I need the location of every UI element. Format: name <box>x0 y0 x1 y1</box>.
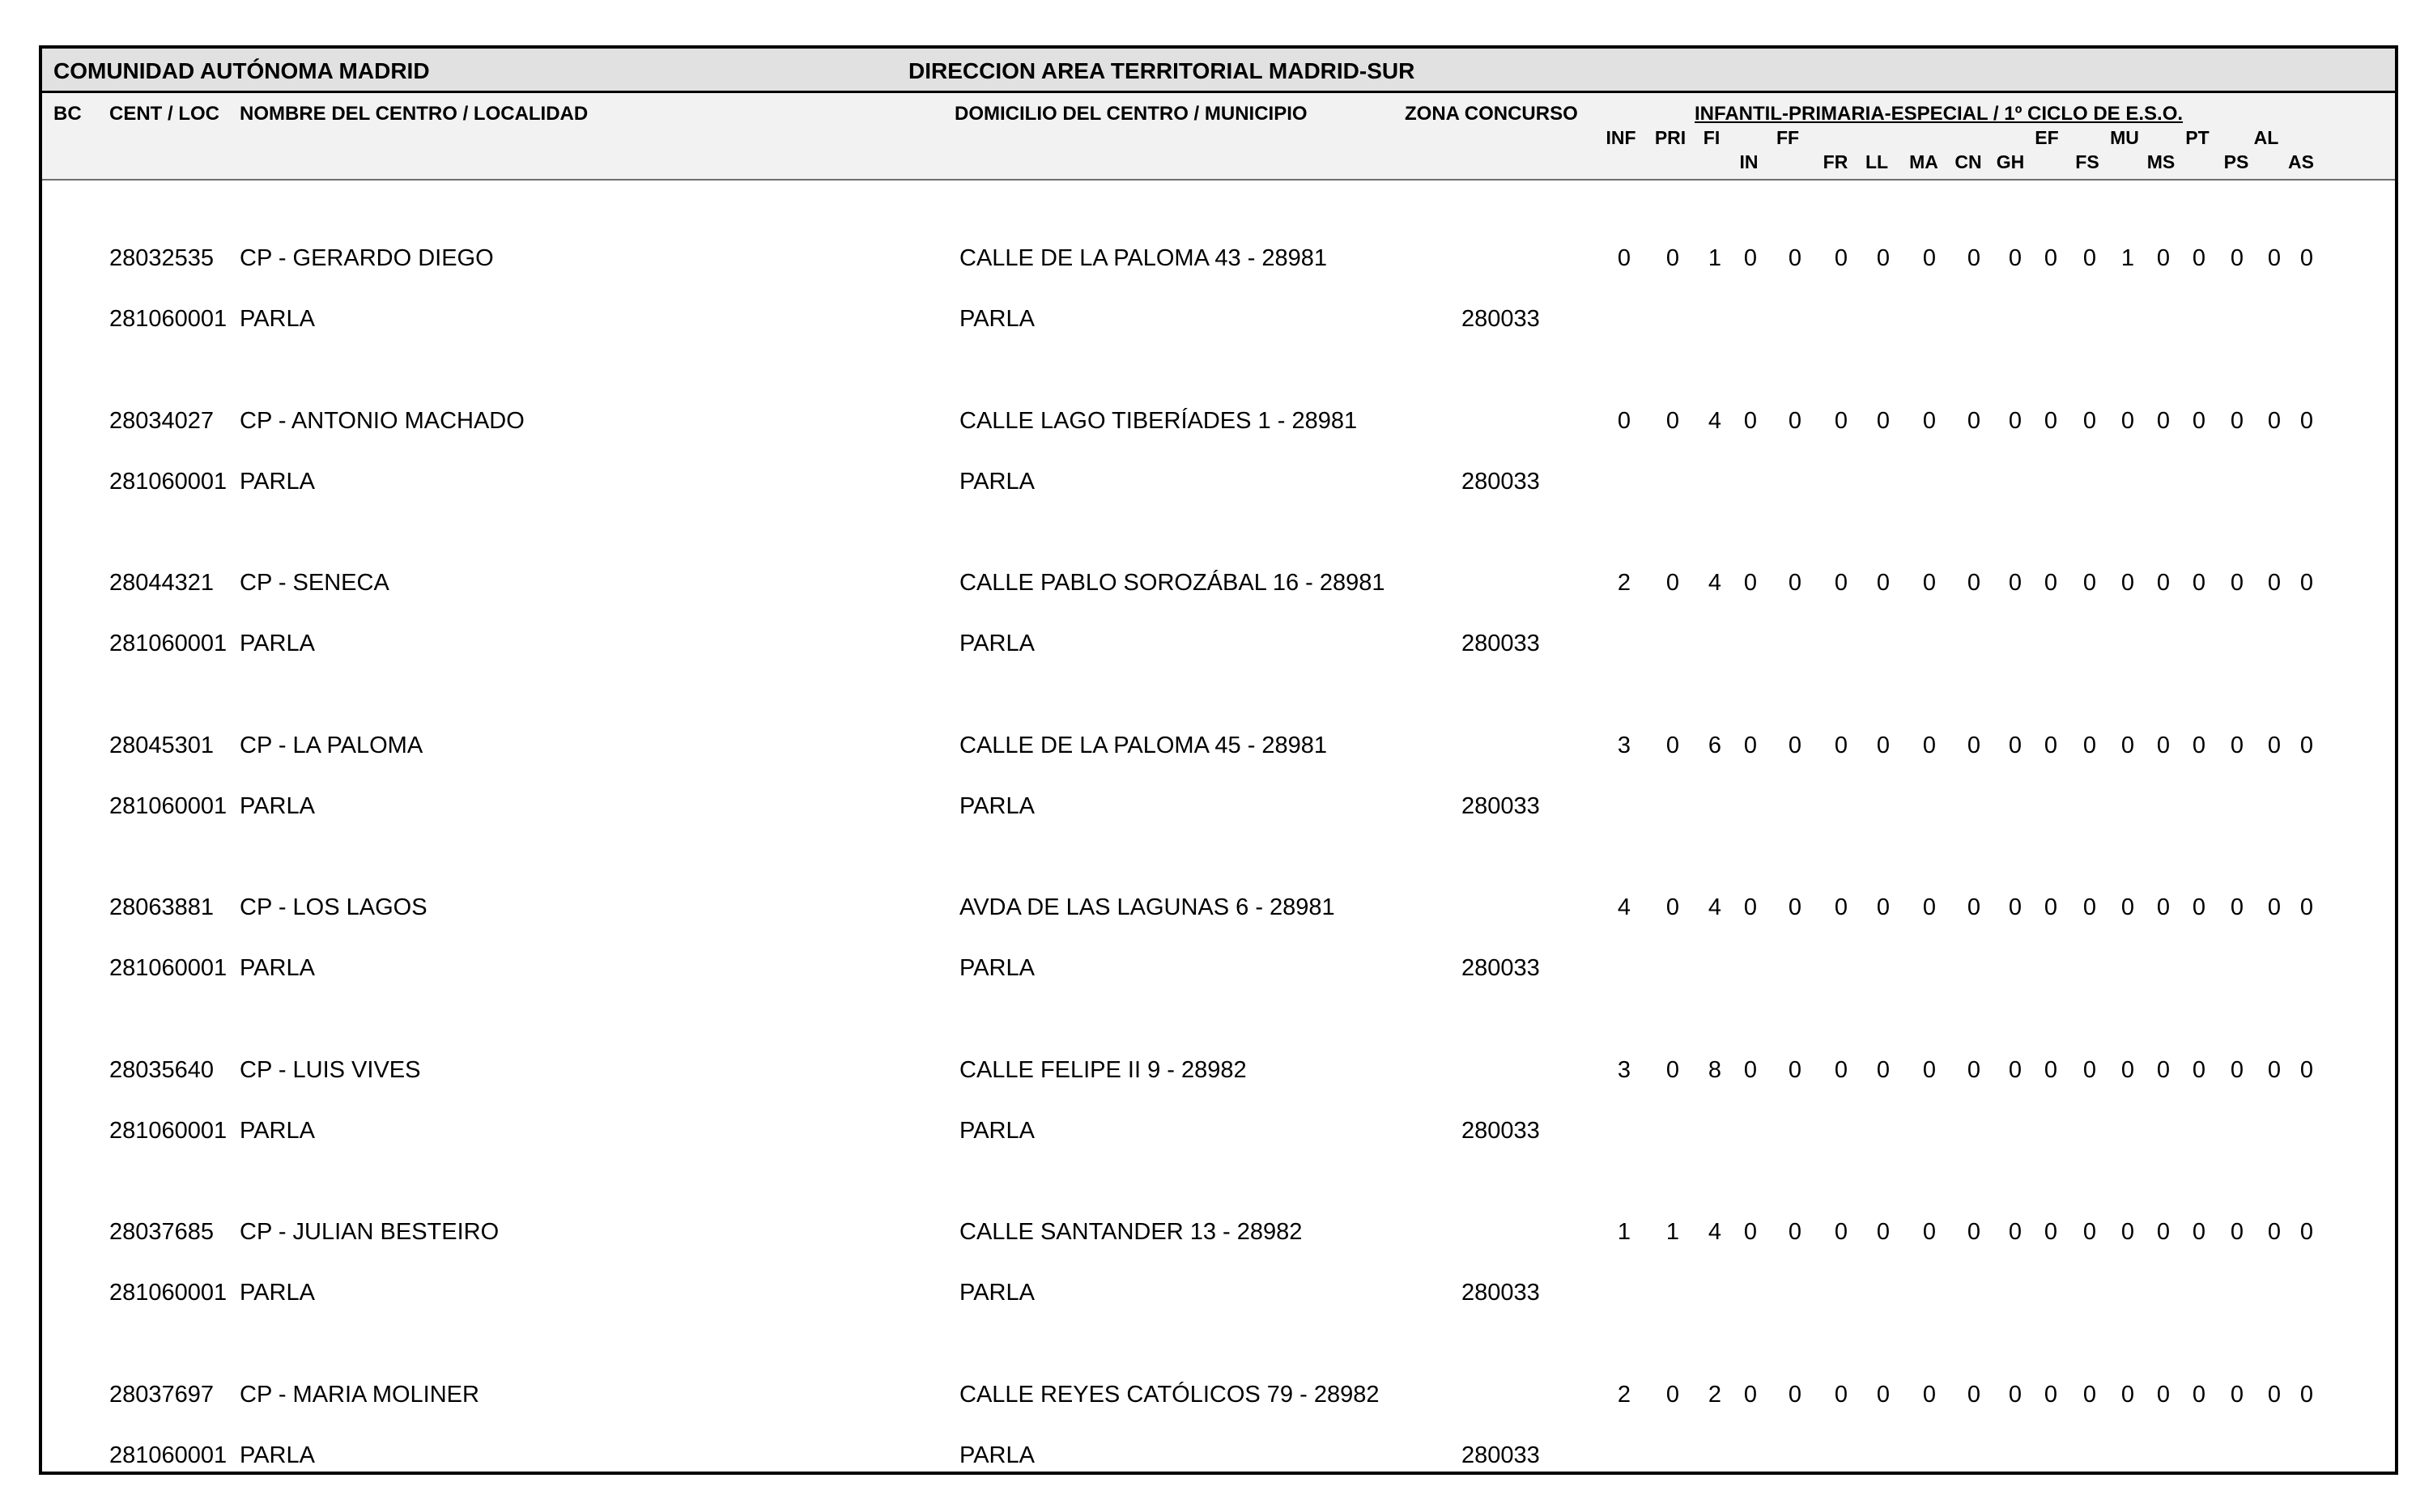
locality-code: 281060001 <box>109 1280 228 1306</box>
vacancy-count: 8 <box>1708 1056 1722 1083</box>
vacancy-count: 0 <box>2044 1381 2058 1408</box>
vacancy-count: 0 <box>1834 570 1848 596</box>
centre-code: 28037697 <box>109 1381 215 1408</box>
locality-name: PARLA <box>240 1442 315 1468</box>
column-bc: BC <box>53 103 82 125</box>
column-zona: ZONA CONCURSO <box>1405 103 1578 125</box>
vacancy-count: 0 <box>2156 407 2171 434</box>
vacancy-count: 0 <box>1876 1381 1891 1408</box>
vacancy-count: 2 <box>1708 1381 1722 1408</box>
locality-code: 281060001 <box>109 1442 228 1468</box>
specialty-ef: EF <box>2035 127 2059 148</box>
specialty-fs: FS <box>2075 151 2099 172</box>
vacancy-count: 0 <box>2120 894 2135 920</box>
vacancy-count: 0 <box>1967 1056 1981 1083</box>
vacancy-count: 0 <box>1665 245 1680 271</box>
centre-address: CALLE DE LA PALOMA 43 - 28981 <box>959 245 1328 271</box>
vacancy-count: 0 <box>2082 407 2097 434</box>
vacancy-count: 0 <box>1665 894 1680 920</box>
centre-code: 28035640 <box>109 1056 215 1083</box>
specialty-fr: FR <box>1823 151 1848 172</box>
vacancy-count: 0 <box>1922 245 1937 271</box>
vacancy-count: 0 <box>1788 407 1802 434</box>
report-frame <box>39 45 2398 1475</box>
zone-code: 280033 <box>1461 792 1540 819</box>
vacancy-count: 0 <box>1665 1381 1680 1408</box>
table-row <box>42 1154 2395 1316</box>
locality-name: PARLA <box>240 1117 315 1144</box>
vacancy-count: 0 <box>1834 1056 1848 1083</box>
specialty-pt: PT <box>2185 127 2210 148</box>
table-row <box>42 668 2395 830</box>
vacancy-count: 0 <box>2120 1056 2135 1083</box>
municipality-name: PARLA <box>959 631 1035 656</box>
vacancy-count: 0 <box>2192 407 2206 434</box>
vacancy-count: 0 <box>2008 1381 2023 1408</box>
community-title: COMUNIDAD AUTÓNOMA MADRID <box>53 58 430 83</box>
table-row <box>42 505 2395 667</box>
column-domicilio: DOMICILIO DEL CENTRO / MUNICIPIO <box>955 103 1308 125</box>
locality-code: 281060001 <box>109 468 228 495</box>
vacancy-count: 0 <box>2299 1381 2314 1408</box>
vacancy-count: 0 <box>2044 245 2058 271</box>
vacancy-count: 0 <box>1922 1381 1937 1408</box>
vacancy-count: 0 <box>1834 1219 1848 1245</box>
vacancy-count: 0 <box>1876 245 1891 271</box>
zone-code: 280033 <box>1461 306 1540 332</box>
vacancy-count: 0 <box>1922 1219 1937 1245</box>
specialty-ps: PS <box>2223 151 2249 172</box>
vacancy-count: 0 <box>1617 245 1631 271</box>
vacancy-count: 0 <box>1967 407 1981 434</box>
locality-name: PARLA <box>240 792 315 819</box>
vacancy-count: 0 <box>2044 407 2058 434</box>
specialty-as: AS <box>2288 151 2314 172</box>
municipality-name: PARLA <box>959 306 1035 332</box>
centre-name: CP - LA PALOMA <box>240 732 423 758</box>
locality-name: PARLA <box>240 955 315 981</box>
specialty-cn: CN <box>1954 151 1982 172</box>
column-cent-loc: CENT / LOC <box>109 103 219 125</box>
table-row <box>42 992 2395 1154</box>
vacancy-count: 0 <box>2192 570 2206 596</box>
vacancy-count: 0 <box>2230 1219 2244 1245</box>
vacancy-count: 0 <box>1788 570 1802 596</box>
municipality-name: PARLA <box>959 792 1035 819</box>
vacancy-count: 0 <box>2299 732 2314 758</box>
vacancy-count: 0 <box>1834 894 1848 920</box>
specialty-ll: LL <box>1865 151 1889 172</box>
vacancy-count: 4 <box>1708 894 1722 920</box>
column-header-row <box>42 93 2395 181</box>
vacancy-count: 0 <box>2008 245 2023 271</box>
vacancy-count: 0 <box>2156 732 2171 758</box>
vacancy-count: 1 <box>1708 245 1722 271</box>
report-title-bar <box>42 49 2395 93</box>
zone-code: 280033 <box>1461 1442 1540 1468</box>
specialty-in: IN <box>1739 151 1759 172</box>
vacancy-count: 0 <box>2008 732 2023 758</box>
specialty-fi: FI <box>1703 127 1721 148</box>
vacancy-count: 1 <box>1665 1219 1680 1245</box>
zone-code: 280033 <box>1461 1280 1540 1306</box>
vacancy-count: 0 <box>2267 570 2282 596</box>
vacancy-count: 0 <box>2299 570 2314 596</box>
vacancy-count: 0 <box>2120 570 2135 596</box>
vacancy-count: 0 <box>2082 894 2097 920</box>
vacancy-count: 0 <box>2156 1381 2171 1408</box>
centre-name: CP - LOS LAGOS <box>240 894 427 920</box>
vacancy-count: 0 <box>2156 570 2171 596</box>
municipality-name: PARLA <box>959 1117 1035 1144</box>
centre-code: 28063881 <box>109 894 215 920</box>
vacancy-count: 0 <box>1922 1056 1937 1083</box>
vacancy-count: 0 <box>2230 570 2244 596</box>
vacancy-count: 0 <box>1788 732 1802 758</box>
zone-code: 280033 <box>1461 1117 1540 1144</box>
specialty-ff: FF <box>1776 127 1800 148</box>
vacancy-count: 0 <box>1788 1056 1802 1083</box>
vacancy-count: 0 <box>1876 1056 1891 1083</box>
vacancy-count: 0 <box>1834 1381 1848 1408</box>
vacancy-count: 0 <box>2230 407 2244 434</box>
vacancy-count: 0 <box>2299 245 2314 271</box>
specialty-ms: MS <box>2146 151 2176 172</box>
vacancy-count: 0 <box>1665 1056 1680 1083</box>
vacancy-count: 0 <box>2156 1056 2171 1083</box>
vacancy-count: 2 <box>1617 1381 1631 1408</box>
vacancy-count: 0 <box>1967 570 1981 596</box>
vacancy-count: 0 <box>1876 570 1891 596</box>
centre-name: CP - ANTONIO MACHADO <box>240 407 525 434</box>
centre-name: CP - JULIAN BESTEIRO <box>240 1219 500 1245</box>
vacancy-count: 0 <box>2156 894 2171 920</box>
vacancy-count: 0 <box>2044 570 2058 596</box>
vacancy-count: 3 <box>1617 732 1631 758</box>
vacancy-count: 0 <box>1788 894 1802 920</box>
locality-code: 281060001 <box>109 631 228 656</box>
vacancy-count: 0 <box>1876 732 1891 758</box>
vacancy-count: 0 <box>2008 1056 2023 1083</box>
vacancy-count: 0 <box>2299 1219 2314 1245</box>
vacancy-count: 0 <box>2008 894 2023 920</box>
vacancy-count: 0 <box>1743 407 1758 434</box>
table-row <box>42 181 2395 342</box>
vacancy-count: 0 <box>2008 570 2023 596</box>
direction-title: DIRECCION AREA TERRITORIAL MADRID-SUR <box>908 58 1415 83</box>
locality-code: 281060001 <box>109 792 228 819</box>
vacancy-count: 3 <box>1617 1056 1631 1083</box>
vacancy-count: 1 <box>2120 245 2135 271</box>
vacancy-count: 0 <box>2120 1219 2135 1245</box>
vacancy-count: 0 <box>1922 732 1937 758</box>
vacancy-count: 0 <box>1665 407 1680 434</box>
table-row <box>42 830 2395 992</box>
vacancy-count: 0 <box>2008 407 2023 434</box>
vacancy-count: 0 <box>1788 1381 1802 1408</box>
vacancy-count: 0 <box>2082 245 2097 271</box>
vacancy-count: 0 <box>2267 245 2282 271</box>
centre-name: CP - SENECA <box>240 570 389 596</box>
vacancy-count: 0 <box>2082 1381 2097 1408</box>
vacancy-count: 0 <box>2120 732 2135 758</box>
vacancy-count: 0 <box>1967 894 1981 920</box>
vacancy-count: 0 <box>2192 1056 2206 1083</box>
column-group-title: INFANTIL-PRIMARIA-ESPECIAL / 1º CICLO DE E.S.O. <box>1695 103 2184 125</box>
vacancy-count: 4 <box>1708 1219 1722 1245</box>
vacancy-count: 0 <box>2044 1219 2058 1245</box>
centre-code: 28037685 <box>109 1219 215 1245</box>
vacancy-count: 0 <box>2044 732 2058 758</box>
vacancy-count: 0 <box>2082 732 2097 758</box>
table-row <box>42 1317 2395 1479</box>
vacancy-count: 0 <box>2230 732 2244 758</box>
vacancy-count: 0 <box>2192 1381 2206 1408</box>
centre-name: CP - MARIA MOLINER <box>240 1381 479 1408</box>
vacancy-count: 0 <box>2230 245 2244 271</box>
centre-address: CALLE LAGO TIBERÍADES 1 - 28981 <box>959 407 1358 434</box>
table-row <box>42 343 2395 505</box>
locality-name: PARLA <box>240 468 315 495</box>
vacancy-count: 0 <box>1967 1219 1981 1245</box>
locality-code: 281060001 <box>109 955 228 981</box>
vacancy-count: 0 <box>1617 407 1631 434</box>
centre-address: CALLE DE LA PALOMA 45 - 28981 <box>959 732 1328 758</box>
municipality-name: PARLA <box>959 955 1035 981</box>
zone-code: 280033 <box>1461 631 1540 656</box>
municipality-name: PARLA <box>959 468 1035 495</box>
locality-code: 281060001 <box>109 306 228 332</box>
vacancy-count: 0 <box>1743 1381 1758 1408</box>
centre-code: 28045301 <box>109 732 215 758</box>
vacancy-count: 0 <box>2267 407 2282 434</box>
vacancy-count: 0 <box>2267 1381 2282 1408</box>
vacancy-count: 0 <box>1834 732 1848 758</box>
vacancy-count: 0 <box>2044 894 2058 920</box>
vacancy-count: 0 <box>2044 1056 2058 1083</box>
vacancy-count: 0 <box>2082 1056 2097 1083</box>
vacancy-count: 0 <box>1665 570 1680 596</box>
vacancy-count: 0 <box>1665 732 1680 758</box>
vacancy-count: 0 <box>2082 570 2097 596</box>
municipality-name: PARLA <box>959 1280 1035 1306</box>
vacancy-count: 0 <box>2192 245 2206 271</box>
vacancy-count: 1 <box>1617 1219 1631 1245</box>
vacancy-count: 0 <box>1743 570 1758 596</box>
locality-name: PARLA <box>240 1280 315 1306</box>
vacancy-count: 0 <box>1876 894 1891 920</box>
centre-name: CP - LUIS VIVES <box>240 1056 421 1083</box>
vacancy-count: 0 <box>1967 1381 1981 1408</box>
vacancy-count: 0 <box>2230 1056 2244 1083</box>
vacancy-count: 0 <box>1788 1219 1802 1245</box>
vacancy-count: 0 <box>2299 894 2314 920</box>
vacancy-count: 0 <box>2120 407 2135 434</box>
centre-code: 28034027 <box>109 407 215 434</box>
vacancy-count: 0 <box>1922 570 1937 596</box>
specialty-inf: INF <box>1606 127 1636 148</box>
centre-address: CALLE SANTANDER 13 - 28982 <box>959 1219 1303 1245</box>
vacancy-count: 0 <box>2192 732 2206 758</box>
vacancy-count: 0 <box>1743 894 1758 920</box>
vacancy-count: 0 <box>1743 732 1758 758</box>
vacancy-count: 4 <box>1708 570 1722 596</box>
vacancy-count: 0 <box>2192 1219 2206 1245</box>
specialty-pri: PRI <box>1654 127 1687 148</box>
vacancy-count: 0 <box>1788 245 1802 271</box>
vacancy-count: 0 <box>1876 1219 1891 1245</box>
locality-name: PARLA <box>240 631 315 656</box>
centre-address: CALLE REYES CATÓLICOS 79 - 28982 <box>959 1381 1380 1408</box>
vacancy-count: 0 <box>2267 732 2282 758</box>
vacancy-count: 0 <box>2299 407 2314 434</box>
specialty-gh: GH <box>1996 151 2025 172</box>
vacancy-count: 0 <box>1876 407 1891 434</box>
zone-code: 280033 <box>1461 468 1540 495</box>
vacancy-count: 0 <box>2008 1219 2023 1245</box>
vacancy-count: 0 <box>1922 894 1937 920</box>
vacancy-count: 0 <box>2120 1381 2135 1408</box>
vacancy-count: 0 <box>1967 732 1981 758</box>
centre-address: CALLE FELIPE II 9 - 28982 <box>959 1056 1247 1083</box>
vacancy-count: 0 <box>1743 245 1758 271</box>
specialty-ma: MA <box>1909 151 1938 172</box>
specialty-al: AL <box>2253 127 2279 148</box>
centre-address: CALLE PABLO SOROZÁBAL 16 - 28981 <box>959 570 1385 596</box>
vacancy-count: 0 <box>1834 245 1848 271</box>
vacancy-count: 0 <box>2267 894 2282 920</box>
vacancy-count: 2 <box>1617 570 1631 596</box>
vacancy-count: 0 <box>2156 245 2171 271</box>
vacancy-count: 0 <box>2299 1056 2314 1083</box>
vacancy-count: 0 <box>1967 245 1981 271</box>
locality-name: PARLA <box>240 306 315 332</box>
specialty-mu: MU <box>2110 127 2139 148</box>
vacancy-count: 0 <box>2082 1219 2097 1245</box>
vacancy-count: 4 <box>1708 407 1722 434</box>
zone-code: 280033 <box>1461 955 1540 981</box>
vacancy-count: 0 <box>1743 1056 1758 1083</box>
centre-code: 28044321 <box>109 570 215 596</box>
centre-code: 28032535 <box>109 245 215 271</box>
centre-address: AVDA DE LAS LAGUNAS 6 - 28981 <box>959 894 1335 920</box>
vacancy-count: 0 <box>2156 1219 2171 1245</box>
vacancy-count: 0 <box>2230 1381 2244 1408</box>
vacancy-count: 0 <box>1834 407 1848 434</box>
vacancy-count: 4 <box>1617 894 1631 920</box>
vacancy-count: 0 <box>2230 894 2244 920</box>
vacancy-count: 0 <box>1922 407 1937 434</box>
vacancy-count: 6 <box>1708 732 1722 758</box>
vacancy-count: 0 <box>2267 1219 2282 1245</box>
vacancy-count: 0 <box>2192 894 2206 920</box>
municipality-name: PARLA <box>959 1442 1035 1468</box>
centre-name: CP - GERARDO DIEGO <box>240 245 494 271</box>
column-nombre: NOMBRE DEL CENTRO / LOCALIDAD <box>240 103 589 125</box>
vacancy-count: 0 <box>2267 1056 2282 1083</box>
locality-code: 281060001 <box>109 1117 228 1144</box>
vacancy-count: 0 <box>1743 1219 1758 1245</box>
